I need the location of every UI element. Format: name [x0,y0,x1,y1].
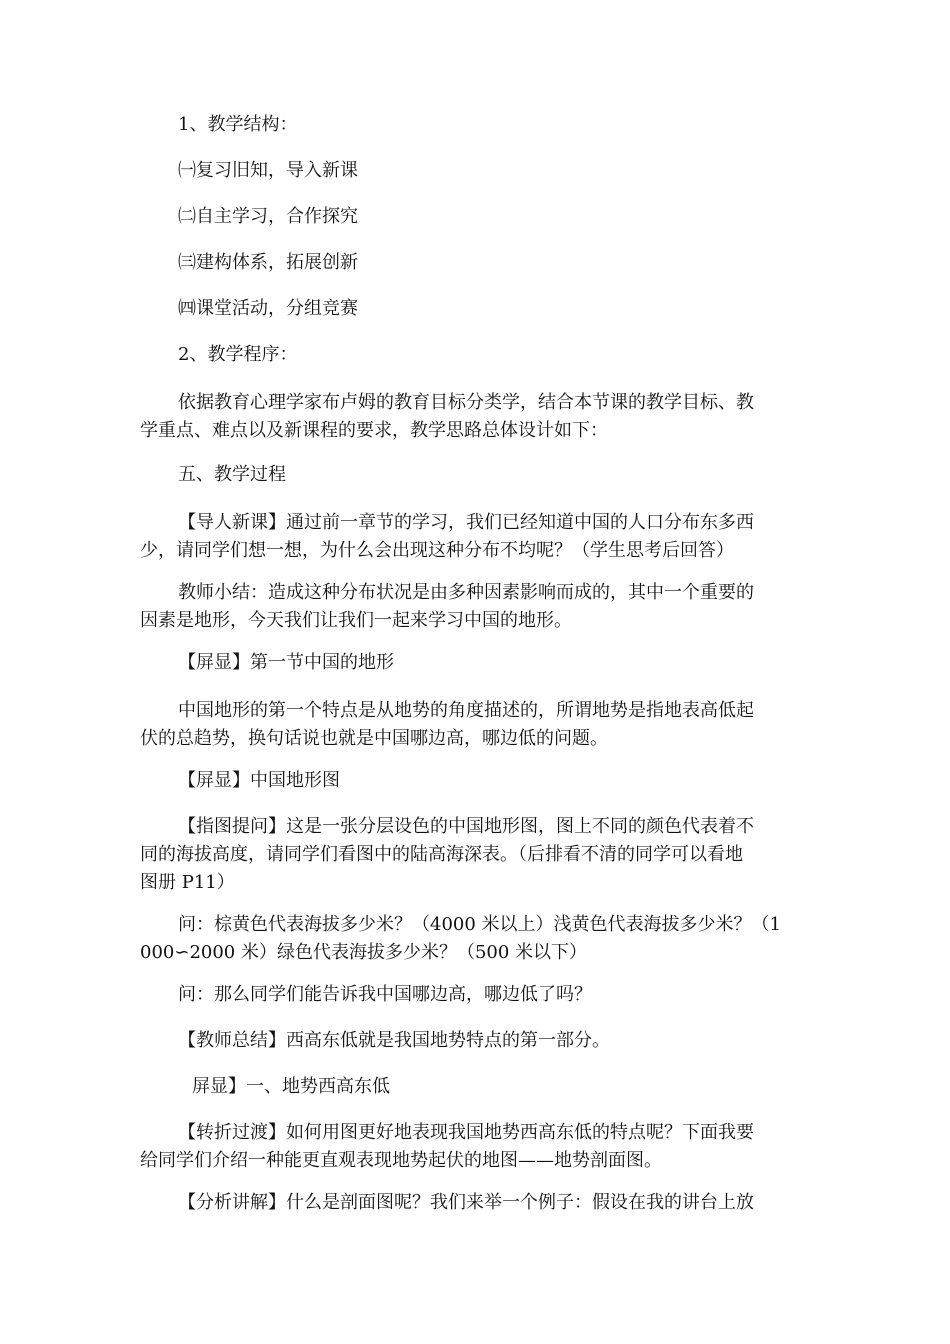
paragraph-line: 屏显】一、地势西高东低 [192,1076,390,1097]
paragraph-line: 【导人新课】通过前一章节的学习，我们已经知道中国的人口分布东多西 [178,512,754,533]
paragraph-line: 同的海拔高度，请同学们看图中的陆高海深表。（后排看不清的同学可以看地 [140,844,743,865]
paragraph-line: 【屏显】第一节中国的地形 [178,652,394,673]
paragraph-line: 【屏显】中国地形图 [178,770,340,791]
section-heading: 五、教学过程 [178,464,286,485]
list-item-4: ㈣课堂活动，分组竞赛 [178,298,358,319]
heading-teaching-structure: 1、教学结构： [178,114,298,135]
paragraph-line: 【指图提问】这是一张分层设色的中国地形图，图上不同的颜色代表着不 [178,816,754,837]
paragraph-line: 000∽2000 米）绿色代表海拔多少米？（500 米以下） [140,942,588,963]
paragraph-line: 学重点、难点以及新课程的要求，教学思路总体设计如下： [140,420,608,441]
list-item-3: ㈢建构体系，拓展创新 [178,252,358,273]
paragraph-line: 【转折过渡】如何用图更好地表现我国地势西高东低的特点呢？下面我要 [178,1122,754,1143]
paragraph-line: 问：那么同学们能告诉我中国哪边高，哪边低了吗？ [178,984,592,1005]
paragraph-line: 教师小结：造成这种分布状况是由多种因素影响而成的，其中一个重要的 [178,582,754,603]
list-item-2: ㈡自主学习，合作探究 [178,206,358,227]
paragraph-line: 问：棕黄色代表海拔多少米？（4000 米以上）浅黄色代表海拔多少米？（1 [178,914,781,935]
paragraph-line: 少，请同学们想一想，为什么会出现这种分布不均呢？（学生思考后回答） [140,540,734,561]
paragraph-line: 图册 P11） [140,872,235,893]
list-item-1: ㈠复习旧知，导入新课 [178,160,358,181]
paragraph-line: 伏的总趋势，换句话说也就是中国哪边高，哪边低的问题。 [140,728,608,749]
paragraph-line: 中国地形的第一个特点是从地势的角度描述的，所谓地势是指地表高低起 [178,700,754,721]
heading-teaching-procedure: 2、教学程序： [178,344,298,365]
paragraph-line: 【教师总结】西高东低就是我国地势特点的第一部分。 [178,1030,610,1051]
paragraph-line: 给同学们介绍一种能更直观表现地势起伏的地图——地势剖面图。 [140,1150,662,1171]
paragraph-line: 【分析讲解】什么是剖面图呢？我们来举一个例子：假设在我的讲台上放 [178,1192,754,1213]
paragraph-line: 因素是地形，今天我们让我们一起来学习中国的地形。 [140,610,572,631]
paragraph-line: 依据教育心理学家布卢姆的教育目标分类学，结合本节课的教学目标、教 [178,392,754,413]
